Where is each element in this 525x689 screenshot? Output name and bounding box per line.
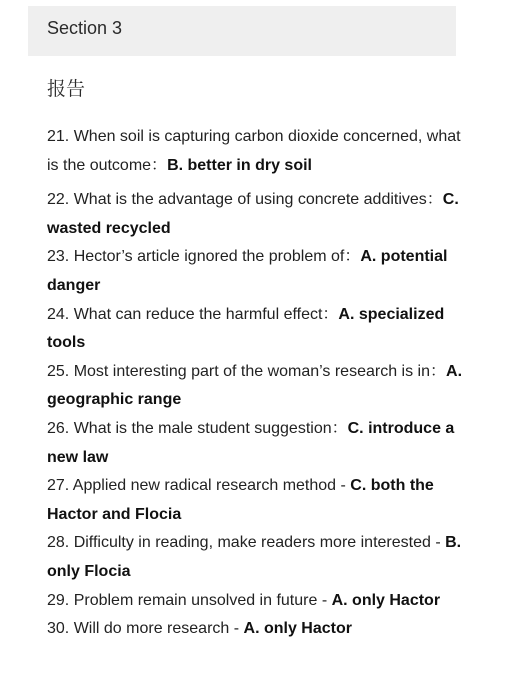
list-item [47,243,467,300]
answer-text: A. geographic range [47,362,463,409]
list-item [47,529,467,586]
answer-text: C. wasted recycled [47,191,459,237]
answer-text: B. only Flocia [47,534,462,580]
question-text: 29. Problem remain unsolved in future - [47,591,332,609]
answer-text: A. only Hactor [331,591,441,609]
section-title: Section 3 [47,18,123,38]
question-text: 25. Most interesting part of the woman’s research is in： [47,362,447,380]
answer-list [47,123,467,644]
section-header [28,6,456,56]
answer-text: B. better in dry soil [167,156,312,174]
question-text: 26. What is the male student suggestion： [47,419,348,437]
list-item [47,123,467,180]
answer-text: C. both the Hactor and Flocia [47,477,434,523]
answer-text: A. specialized tools [47,305,445,352]
question-text: 24. What can reduce the harmful effect： [47,305,339,323]
list-item [47,186,467,243]
question-text: 22. What is the advantage of using concrete additives： [47,191,443,209]
answer-text: A. potential danger [47,248,448,294]
answer-text: C. introduce a new law [47,419,455,466]
question-text: 30. Will do more research - [47,620,244,638]
list-item [47,472,467,529]
list-item [47,615,467,644]
question-text: 23. Hector’s article ignored the problem of： [47,248,361,266]
answer-text: A. only Hactor [243,620,352,638]
question-text: 28. Difficulty in reading, make readers more interested - [47,534,446,552]
list-item [47,301,467,358]
subheading: 报告 [47,78,86,100]
question-text: 27. Applied new radical research method - [47,477,351,495]
question-text: 21. When soil is capturing carbon dioxide concerned, what is the outcome： [47,128,461,174]
list-item [47,587,467,616]
list-item [47,415,467,472]
list-item [47,358,467,415]
